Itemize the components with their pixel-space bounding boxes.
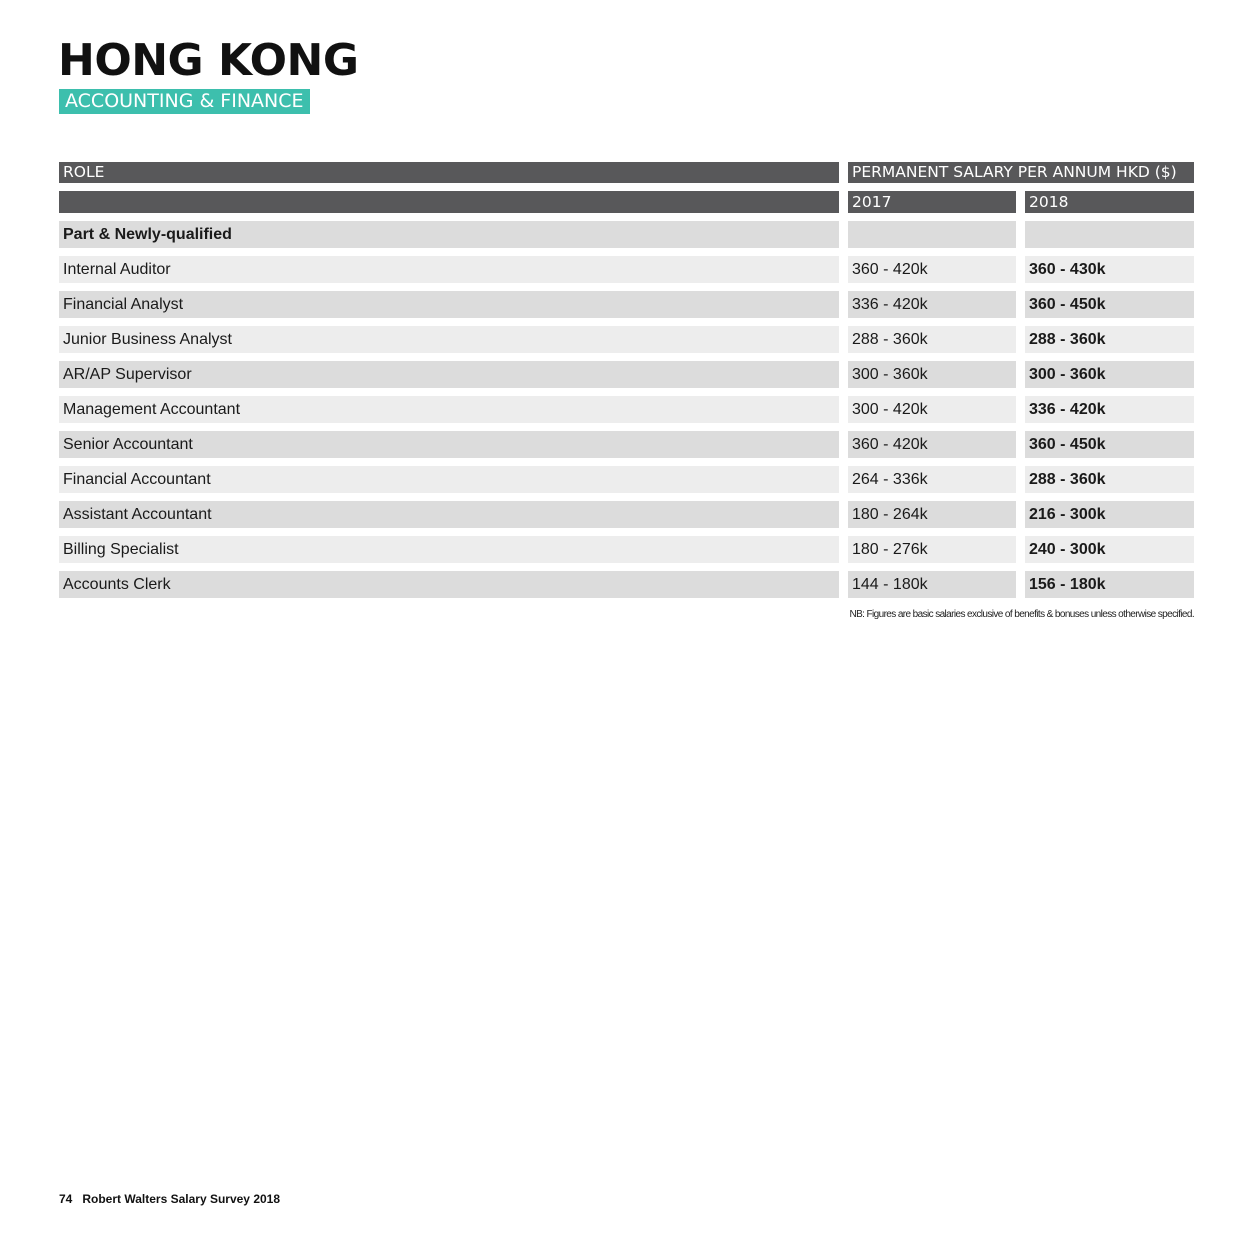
salary-column-header: PERMANENT SALARY PER ANNUM HKD ($): [848, 162, 1194, 183]
salary-2018-cell: 288 - 360k: [1025, 466, 1194, 493]
salary-2018-cell: 360 - 450k: [1025, 291, 1194, 318]
role-cell: Senior Accountant: [59, 431, 839, 458]
page-title: HONG KONG: [58, 35, 359, 86]
role-cell: AR/AP Supervisor: [59, 361, 839, 388]
role-cell: Billing Specialist: [59, 536, 839, 563]
role-cell: Financial Analyst: [59, 291, 839, 318]
salary-2018-cell: 156 - 180k: [1025, 571, 1194, 598]
table-row: [59, 396, 1194, 423]
role-cell: Financial Accountant: [59, 466, 839, 493]
salary-2018-cell: 360 - 430k: [1025, 256, 1194, 283]
salary-2017-cell: 300 - 360k: [848, 361, 1016, 388]
salary-2017-cell: 180 - 264k: [848, 501, 1016, 528]
table-row: [59, 291, 1194, 318]
page-footer: [59, 1192, 280, 1206]
table-row: [59, 361, 1194, 388]
role-cell: Internal Auditor: [59, 256, 839, 283]
section-label: ACCOUNTING & FINANCE: [59, 89, 310, 114]
footnote: NB: Figures are basic salaries exclusive of benefits & bonuses unless otherwise specified.: [849, 609, 1194, 620]
salary-2018-cell: 336 - 420k: [1025, 396, 1194, 423]
category-row: [59, 221, 1194, 248]
table-year-header-row: [59, 191, 1194, 213]
salary-2017-cell: 336 - 420k: [848, 291, 1016, 318]
table-header-row: [59, 162, 1194, 183]
salary-2017-cell: 288 - 360k: [848, 326, 1016, 353]
salary-2018-cell: 216 - 300k: [1025, 501, 1194, 528]
category-label: Part & Newly-qualified: [59, 221, 839, 248]
salary-2018-cell: 360 - 450k: [1025, 431, 1194, 458]
salary-2018-cell: 240 - 300k: [1025, 536, 1194, 563]
role-column-header: ROLE: [59, 162, 839, 183]
table-row: [59, 326, 1194, 353]
role-cell: Management Accountant: [59, 396, 839, 423]
table-row: [59, 431, 1194, 458]
role-cell: Accounts Clerk: [59, 571, 839, 598]
table-row: [59, 571, 1194, 598]
salary-2017-cell: 264 - 336k: [848, 466, 1016, 493]
salary-2017-cell: 300 - 420k: [848, 396, 1016, 423]
salary-2017-cell: 144 - 180k: [848, 571, 1016, 598]
salary-table: [59, 162, 1194, 606]
year-2018-header: 2018: [1025, 191, 1194, 213]
table-row: [59, 536, 1194, 563]
salary-2017-cell: 180 - 276k: [848, 536, 1016, 563]
role-cell: Junior Business Analyst: [59, 326, 839, 353]
role-cell: Assistant Accountant: [59, 501, 839, 528]
salary-2018-cell: 300 - 360k: [1025, 361, 1194, 388]
table-row: [59, 501, 1194, 528]
publication-title: Robert Walters Salary Survey 2018: [82, 1192, 281, 1206]
salary-2018-cell: 288 - 360k: [1025, 326, 1194, 353]
salary-2017-cell: 360 - 420k: [848, 431, 1016, 458]
role-column-spacer: [59, 191, 839, 213]
category-2018-empty: [1025, 221, 1194, 248]
salary-2017-cell: 360 - 420k: [848, 256, 1016, 283]
category-2017-empty: [848, 221, 1016, 248]
table-row: [59, 466, 1194, 493]
table-row: [59, 256, 1194, 283]
page-number: 74: [59, 1192, 73, 1206]
year-2017-header: 2017: [848, 191, 1016, 213]
